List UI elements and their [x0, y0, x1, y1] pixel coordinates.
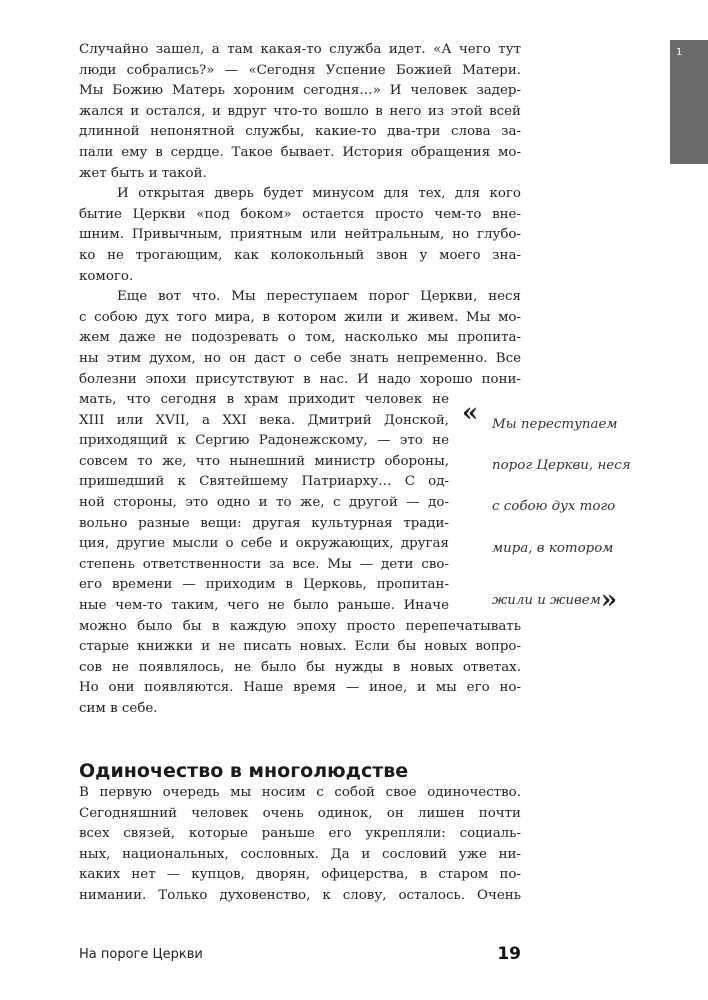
text-line: его времени — приходим в Церковь, пропитан- [79, 577, 449, 593]
chapter-tab [670, 40, 708, 164]
text-line: сим в себе. [79, 701, 158, 716]
pull-quote-line: порог Церкви, неся [492, 458, 631, 473]
text-line: комого. [79, 268, 134, 284]
paragraph [79, 783, 521, 907]
text-line: ные чем-то таким, чего не было раньше. Иначе [79, 598, 449, 614]
running-footer-title: На пороге Церкви [79, 947, 203, 962]
text-line: люди собрались?» — «Сегодня Успение Божией Матери. [79, 62, 521, 78]
text-line: ны этим духом, но он даст о себе знать непременно. Все [79, 350, 521, 366]
text-line: Мы Божию Матерь хороним сегодня…» И человек задер- [79, 83, 521, 99]
pull-quote-line: мира, в котором [492, 541, 614, 556]
text-line: ция, другие мысли о себе и окружающих, другая [79, 536, 449, 552]
text-line: Но они появляются. Наше время — иное, и мы его но- [79, 680, 521, 696]
text-line: мать, что сегодня в храм приходит человек не [79, 392, 449, 408]
page-number: 19 [497, 944, 521, 964]
text-line: совсем то же, что нынешний министр обороны, [79, 453, 449, 469]
text-line: жался и остался, и вдруг что-то вошло в него из этой всей [79, 103, 521, 119]
pull-quote-line: жили и живем [492, 593, 601, 608]
text-line: нимании. Только духовенство, к слову, осталось. Очень [79, 887, 521, 903]
text-line: И открытая дверь будет минусом для тех, для кого [117, 186, 521, 202]
paragraph [79, 184, 521, 287]
text-line: сов не появлялось, не было бы нужды в новых ответах. [79, 659, 521, 675]
text-line: Сегодняшний человек очень одинок, он лишен почти [79, 805, 521, 821]
text-line: длинной непонятной службы, какие-то два-три слова за- [79, 124, 521, 140]
text-line: В первую очередь мы носим с собой свое одиночество. [79, 785, 521, 800]
text-line: с собою дух того мира, в котором жили и живем. Мы мо- [79, 309, 521, 325]
text-line: XIII или XVII, а XXI века. Дмитрий Донской, [79, 412, 449, 428]
text-line: приходящий к Сергию Радонежскому, — это не [79, 433, 449, 449]
paragraph [79, 287, 521, 719]
text-line: Случайно зашел, а там какая-то служба идет. «А чего тут [79, 42, 521, 57]
text-line: Еще вот что. Мы переступаем порог Церкви, неся [117, 289, 521, 305]
text-line: старые книжки и не писать новых. Если бы новых вопро- [79, 639, 521, 655]
text-line: пали ему в сердце. Такое бывает. История обращения мо- [79, 144, 521, 160]
section-heading: Одиночество в многолюдстве [79, 760, 409, 782]
text-line: степень ответственности за все. Мы — дети сво- [79, 556, 449, 572]
text-line: болезни эпохи присутствуют в нас. И надо хорошо пони- [79, 371, 521, 387]
pull-quote-line: Мы переступаем [492, 417, 618, 432]
text-line: бытие Церкви «под боком» остается просто чем-то вне- [79, 206, 521, 222]
text-line: ной стороны, это одно и то же, с другой — до- [79, 495, 449, 511]
text-line: вольно разные вещи: другая культурная тради- [79, 515, 449, 531]
open-quote-mark: « [462, 398, 479, 428]
text-line: всех связей, которые раньше его укрепляли: социаль- [79, 826, 521, 842]
main-text [79, 40, 521, 720]
pull-quote-last-line [492, 581, 618, 615]
close-quote-mark: » [600, 585, 618, 615]
paragraph [79, 40, 521, 184]
text-line: шним. Привычным, приятным или нейтральным, но глубо- [79, 227, 521, 243]
text-line: жем даже не подозревать о том, насколько мы пропита- [79, 330, 521, 346]
text-line: ных, национальных, сословных. Да и сословий уже ни- [79, 846, 521, 862]
text-line: жет быть и такой. [79, 165, 207, 181]
text-line: можно было бы в каждую эпоху просто перепечатывать [79, 618, 521, 634]
text-line: каких нет — купцов, дворян, офицерства, в старом по- [79, 867, 521, 883]
chapter-number: 1 [676, 47, 683, 58]
section-text [79, 783, 521, 907]
text-line: ко не трогающим, как колокольный звон у моего зна- [79, 247, 521, 263]
text-line: пришедший к Святейшему Патриарху… С од- [79, 474, 449, 490]
pull-quote-line: с собою дух того [492, 499, 616, 514]
